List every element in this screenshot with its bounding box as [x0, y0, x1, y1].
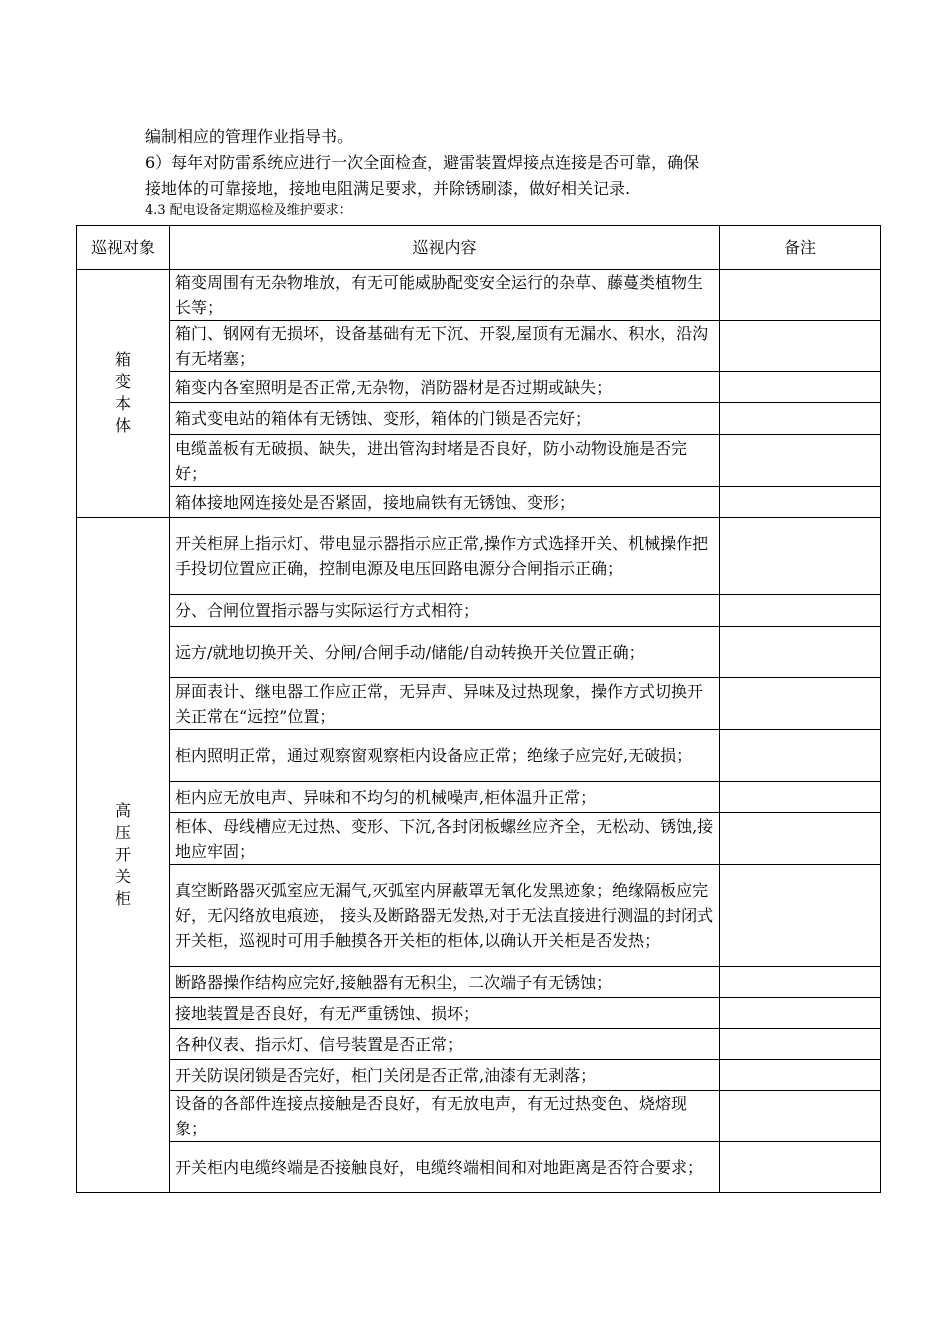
remark-cell [720, 813, 881, 865]
table-cell: 柜内照明正常，通过观察窗观察柜内设备应正常；绝缘子应完好,无破损； [170, 730, 720, 782]
table-cell: 开关柜内电缆终端是否接触良好，电缆终端相间和对地距离是否符合要求； [170, 1142, 720, 1193]
table-row [77, 998, 881, 1029]
remark-cell [720, 435, 881, 487]
section-title: 4.3 配电设备定期巡检及维护要求： [145, 203, 352, 218]
table-row [77, 372, 881, 403]
group-cell-hv-switchgear [77, 518, 170, 1193]
table-row [77, 487, 881, 518]
table-cell: 电缆盖板有无破损、缺失，进出管沟封堵是否良好，防小动物设施是否完好； [170, 435, 720, 487]
table-row [77, 678, 881, 730]
group-cell-box-transformer [77, 270, 170, 518]
table-cell: 远方/就地切换开关、分闸/合闸手动/储能/自动转换开关位置正确； [170, 627, 720, 678]
table-cell: 分、合闸位置指示器与实际运行方式相符； [170, 595, 720, 627]
intro-text [145, 124, 845, 220]
remark-cell [720, 372, 881, 403]
table-cell: 箱变内各室照明是否正常,无杂物，消防器材是否过期或缺失； [170, 372, 720, 403]
remark-cell [720, 487, 881, 518]
table-cell: 箱门、钢网有无损坏，设备基础有无下沉、开裂,屋顶有无漏水、积水，沿沟有无堵塞； [170, 321, 720, 372]
table-cell: 真空断路器灭弧室应无漏气,灭弧室内屏蔽罩无氧化发黑迹象；绝缘隔板应完好，无闪络放电痕迹， 接头及断路器无发热,对于无法直接进行测温的封闭式开关柜，巡视时可用手触摸各开关柜的柜体,以确认开关柜是否发热； [170, 865, 720, 967]
table-cell: 箱变周围有无杂物堆放，有无可能威胁配变安全运行的杂草、藤蔓类植物生长等； [170, 270, 720, 321]
table-row [77, 813, 881, 865]
remark-cell [720, 270, 881, 321]
table-cell: 接地装置是否良好，有无严重锈蚀、损坏； [170, 998, 720, 1029]
table-cell: 屏面表计、继电器工作应正常，无异声、异味及过热现象，操作方式切换开关正常在“远控”位置； [170, 678, 720, 730]
table-row [77, 435, 881, 487]
group-label: 高压开关柜 [114, 800, 131, 908]
table-cell: 柜体、母线槽应无过热、变形、下沉,各封闭板螺丝应齐全，无松动、锈蚀,接地应牢固； [170, 813, 720, 865]
table-row [77, 967, 881, 998]
table-row [77, 1142, 881, 1193]
remark-cell [720, 321, 881, 372]
table-cell: 开关柜屏上指示灯、带电显示器指示应正常,操作方式选择开关、机械操作把手投切位置应正确，控制电源及电压回路电源分合闸指示正确； [170, 518, 720, 595]
remark-cell [720, 1029, 881, 1060]
table-row [77, 403, 881, 435]
table-header-row [77, 226, 881, 270]
intro-line-3: 接地体的可靠接地，接地电阻满足要求，并除锈刷漆，做好相关记录. [145, 179, 631, 198]
header-content: 巡视内容 [170, 226, 720, 270]
table-cell: 开关防误闭锁是否完好，柜门关闭是否正常,油漆有无剥落； [170, 1060, 720, 1091]
table-row [77, 1060, 881, 1091]
inspection-table [76, 225, 881, 1193]
remark-cell [720, 865, 881, 967]
remark-cell [720, 782, 881, 813]
table-row [77, 321, 881, 372]
table-row [77, 782, 881, 813]
header-remark: 备注 [720, 226, 881, 270]
remark-cell [720, 403, 881, 435]
intro-line-2: 6）每年对防雷系统应进行一次全面检查，避雷装置焊接点连接是否可靠，确保 [145, 153, 700, 172]
remark-cell [720, 730, 881, 782]
table-cell: 柜内应无放电声、异味和不均匀的机械噪声,柜体温升正常； [170, 782, 720, 813]
table-row [77, 730, 881, 782]
remark-cell [720, 1142, 881, 1193]
remark-cell [720, 967, 881, 998]
table-cell: 箱体接地网连接处是否紧固，接地扁铁有无锈蚀、变形； [170, 487, 720, 518]
table-row [77, 865, 881, 967]
group-label: 箱变本体 [114, 350, 131, 435]
table-row [77, 270, 881, 321]
intro-line-1: 编制相应的管理作业指导书。 [145, 127, 354, 146]
table-row [77, 518, 881, 595]
remark-cell [720, 678, 881, 730]
header-object: 巡视对象 [77, 226, 170, 270]
table-cell: 断路器操作结构应完好,接触器有无积尘，二次端子有无锈蚀； [170, 967, 720, 998]
table-row [77, 1029, 881, 1060]
remark-cell [720, 595, 881, 627]
table-cell: 各种仪表、指示灯、信号装置是否正常； [170, 1029, 720, 1060]
remark-cell [720, 1060, 881, 1091]
remark-cell [720, 1091, 881, 1142]
remark-cell [720, 518, 881, 595]
table-row [77, 595, 881, 627]
table-cell: 设备的各部件连接点接触是否良好，有无放电声，有无过热变色、烧熔现象； [170, 1091, 720, 1142]
remark-cell [720, 998, 881, 1029]
remark-cell [720, 627, 881, 678]
table-row [77, 1091, 881, 1142]
table-row [77, 627, 881, 678]
table-cell: 箱式变电站的箱体有无锈蚀、变形，箱体的门锁是否完好； [170, 403, 720, 435]
